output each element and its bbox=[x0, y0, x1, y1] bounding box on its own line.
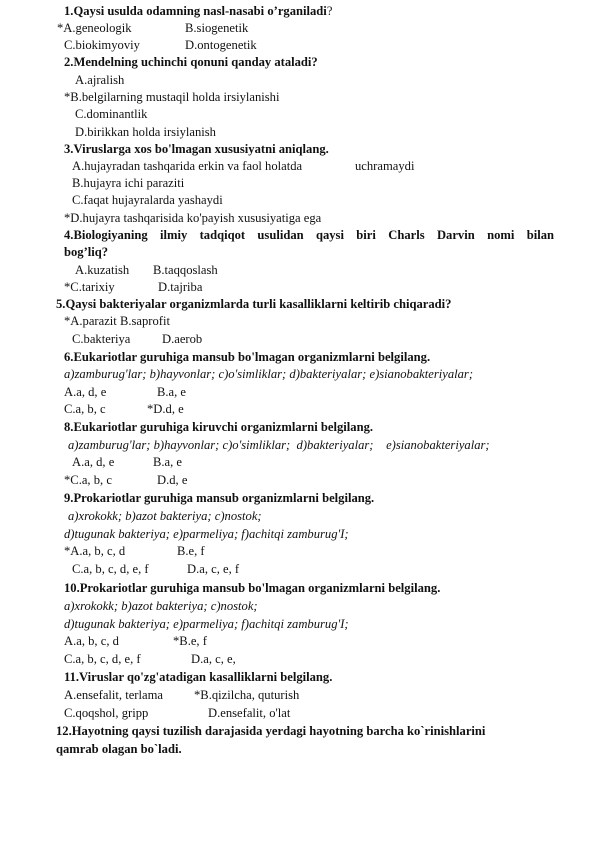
question-8: 8.Eukariotlar guruhiga kiruvchi organizmlarni belgilang. bbox=[64, 420, 374, 434]
option-d: D.a, c, e, f bbox=[187, 562, 240, 576]
option-c: C.a, b, c, d, e, f bbox=[64, 652, 141, 666]
option-c: C.a, b, c bbox=[64, 402, 106, 416]
option-d: D.ensefalit, o'lat bbox=[208, 706, 291, 720]
option-c: *C.a, b, c bbox=[64, 473, 112, 487]
question-3: 3.Viruslarga xos bo'lmagan xususiyatni aniqlang. bbox=[64, 142, 329, 156]
option-b: *B.belgilarning mustaqil holda irsiylanishi bbox=[64, 90, 280, 104]
option-c: C.qoqshol, gripp bbox=[64, 706, 149, 720]
option-a-b: *A.parazit B.saprofit bbox=[64, 314, 170, 328]
question-11: 11.Viruslar qo'zg'atadigan kasalliklarni belgilang. bbox=[64, 670, 333, 684]
question-4-line-1: 4.Biologiyaning ilmiy tadqiqot usulidan qaysi biri Charls Darvin nomi bilan bbox=[64, 228, 554, 242]
question-mark: ? bbox=[326, 4, 333, 18]
option-c: C.biokimyoviy bbox=[64, 38, 140, 52]
option-a: A.ensefalit, terlama bbox=[64, 688, 163, 702]
question-12-line-1: 12.Hayotning qaysi tuzilish darajasida yerdagi hayotning barcha ko`rinishlarini bbox=[56, 724, 486, 738]
option-d: D.tajriba bbox=[158, 280, 203, 294]
question-10: 10.Prokariotlar guruhiga mansub bo'lmagan organizmlarni belgilang. bbox=[64, 581, 441, 595]
question-5: 5.Qaysi bakteriyalar organizmlarda turli kasalliklarni keltirib chiqaradi? bbox=[56, 297, 452, 311]
option-d: D.a, c, e, bbox=[191, 652, 236, 666]
option-d: *D.hujayra tashqarisida ko'payish xususiyatiga ega bbox=[64, 211, 322, 225]
option-b: B.taqqoslash bbox=[153, 263, 218, 277]
option-c: C.faqat hujayralarda yashaydi bbox=[72, 193, 223, 207]
option-a: *A.geneologik bbox=[57, 21, 132, 35]
option-b: B.siogenetik bbox=[185, 21, 249, 35]
organism-list: a)zamburug'lar; b)hayvonlar; c)o'simliklar; d)bakteriyalar; e)sianobakteriyalar; bbox=[64, 367, 474, 381]
organism-list-line-1: a)xrokokk; b)azot bakteriya; c)nostok; bbox=[68, 509, 262, 523]
organism-list-line-2: d)tugunak bakteriya; e)parmeliya; f)achitqi zamburug'I; bbox=[64, 527, 349, 541]
option-b: *B.e, f bbox=[173, 634, 207, 648]
option-c: C.bakteriya bbox=[72, 332, 131, 346]
option-a: A.kuzatish bbox=[75, 263, 130, 277]
option-b: B.a, e bbox=[153, 455, 183, 469]
option-d: D.d, e bbox=[157, 473, 188, 487]
option-a: A.a, b, c, d bbox=[64, 634, 119, 648]
option-d: D.ontogenetik bbox=[185, 38, 257, 52]
question-9: 9.Prokariotlar guruhiga mansub organizmlarni belgilang. bbox=[64, 491, 375, 505]
option-a: A.ajralish bbox=[75, 73, 125, 87]
option-b: *B.qizilcha, quturish bbox=[194, 688, 300, 702]
question-1 bbox=[64, 3, 332, 19]
question-2: 2.Mendelning uchinchi qonuni qanday ataladi? bbox=[64, 55, 318, 69]
option-c: *C.tarixiy bbox=[64, 280, 115, 294]
option-a: *A.a, b, c, d bbox=[64, 544, 126, 558]
option-b: B.a, e bbox=[157, 385, 187, 399]
question-6: 6.Eukariotlar guruhiga mansub bo'lmagan organizmlarni belgilang. bbox=[64, 350, 431, 364]
option-b: B.hujayra ichi paraziti bbox=[72, 176, 185, 190]
organism-list-line-1: a)xrokokk; b)azot bakteriya; c)nostok; bbox=[64, 599, 258, 613]
option-a: A.a, d, e bbox=[72, 455, 115, 469]
option-c: C.dominantlik bbox=[75, 107, 148, 121]
option-b: B.e, f bbox=[177, 544, 205, 558]
organism-list: a)zamburug'lar; b)hayvonlar; c)o'simliklar; d)bakteriyalar; e)sianobakteriyalar; bbox=[68, 438, 490, 452]
option-d: D.birikkan holda irsiylanish bbox=[75, 125, 216, 139]
option-d: D.aerob bbox=[162, 332, 203, 346]
option-d: *D.d, e bbox=[147, 402, 184, 416]
question-text: 1.Qaysi usulda odamning nasl-nasabi o’rganiladi bbox=[64, 4, 327, 18]
option-a: A.hujayradan tashqarida erkin va faol holatda bbox=[72, 159, 303, 173]
organism-list-line-2: d)tugunak bakteriya; e)parmeliya; f)achitqi zamburug'I; bbox=[64, 617, 349, 631]
option-a-continued: uchramaydi bbox=[355, 159, 415, 173]
question-4-line-2: bog’liq? bbox=[64, 245, 109, 259]
option-a: A.a, d, e bbox=[64, 385, 107, 399]
option-c: C.a, b, c, d, e, f bbox=[72, 562, 149, 576]
question-12-line-2: qamrab olagan bo`ladi. bbox=[56, 742, 182, 756]
